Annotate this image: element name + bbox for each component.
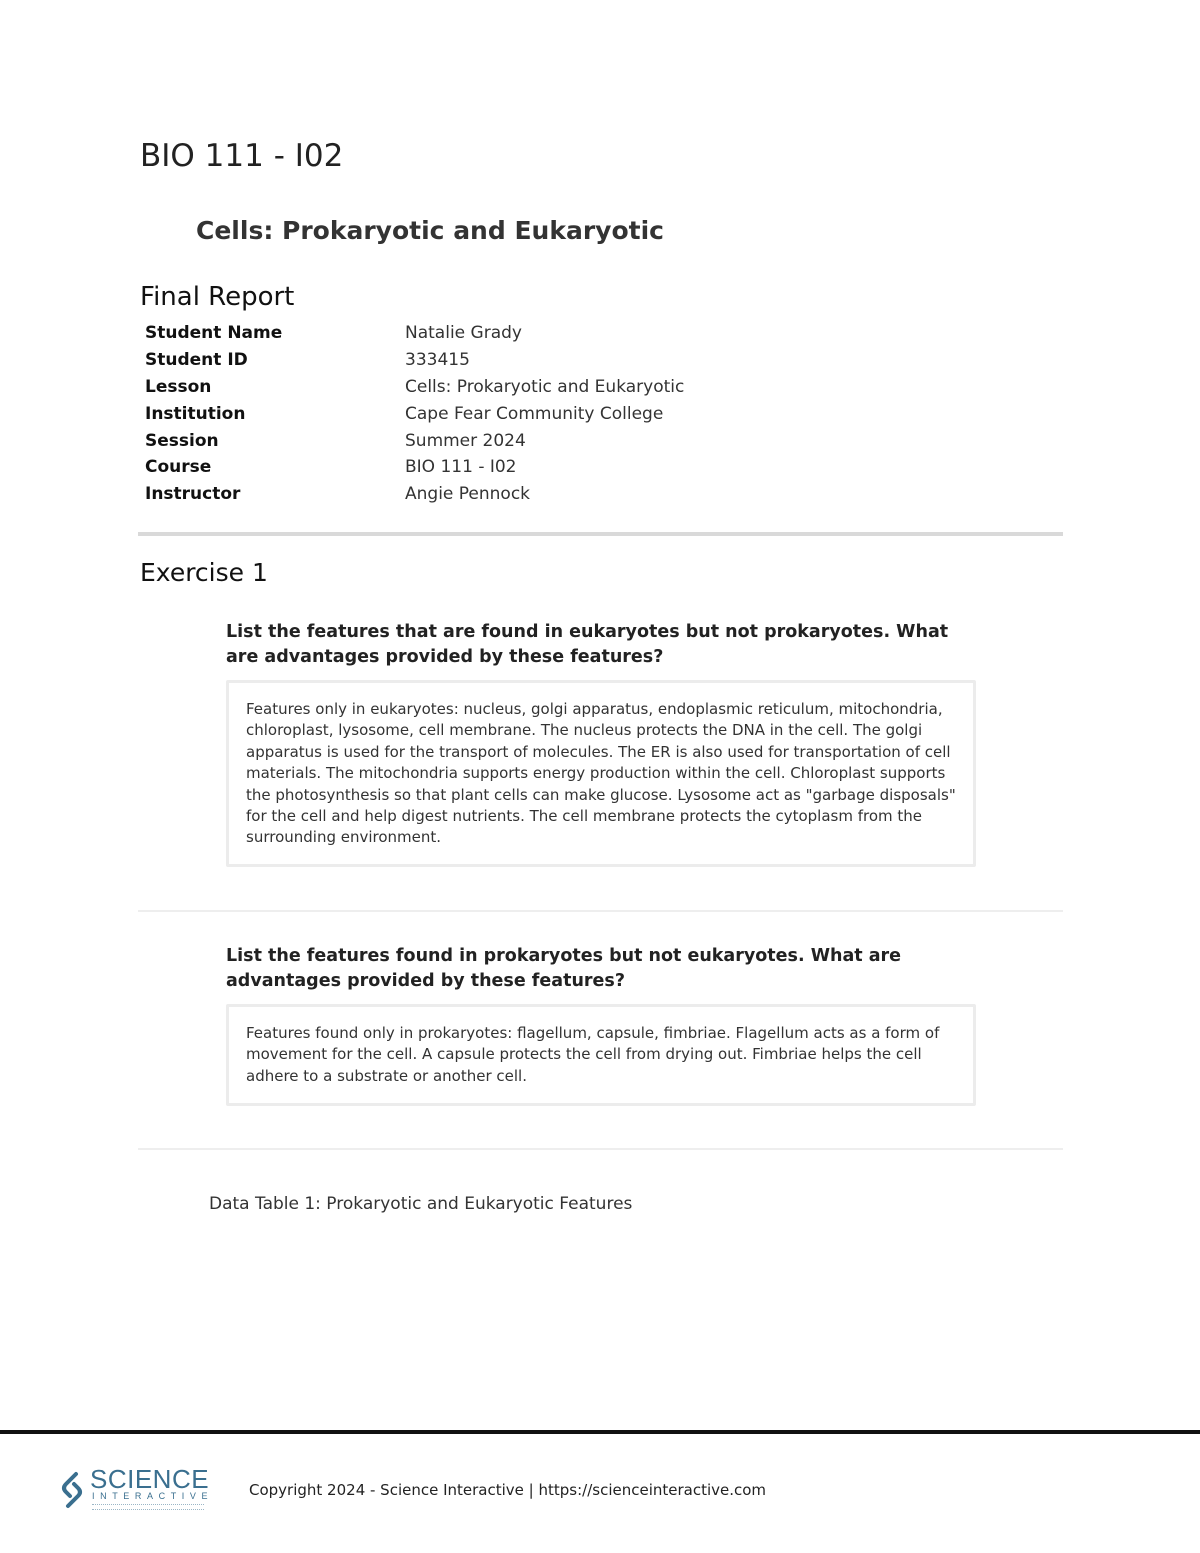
info-row-course <box>145 454 684 481</box>
data-table-caption: Data Table 1: Prokaryotic and Eukaryotic Features <box>209 1194 633 1214</box>
section-divider <box>138 532 1063 536</box>
info-row-lesson <box>145 374 684 401</box>
info-value: 333415 <box>405 350 470 371</box>
logo-tagline-decoration <box>92 1504 204 1510</box>
info-label: Session <box>145 430 219 451</box>
student-info-table <box>145 320 684 508</box>
info-value: Natalie Grady <box>405 323 522 344</box>
info-row-session <box>145 427 684 454</box>
logo-mark-icon <box>58 1470 86 1510</box>
question-1: List the features that are found in eukaryotes but not prokaryotes. What are advantages provided by these features? <box>226 622 949 667</box>
lesson-title: Cells: Prokaryotic and Eukaryotic <box>196 216 664 245</box>
info-row-student-name <box>145 320 684 347</box>
info-row-institution <box>145 400 684 427</box>
exercise-title: Exercise 1 <box>140 558 268 587</box>
info-label: Student Name <box>145 323 283 344</box>
question-divider <box>138 1148 1063 1150</box>
info-value: Cape Fear Community College <box>405 403 664 424</box>
info-label: Course <box>145 457 212 478</box>
answer-1: Features only in eukaryotes: nucleus, golgi apparatus, endoplasmic reticulum, mitochondria, chloroplast, lysosome, cell membrane. The nucleus protects the DNA in the cell. The golgi apparatus is used for the transport of molecules. The ER is also used for transportation of cell materials. The mitochondria supports energy production within the cell. Chloroplast supports the photosynthesis so that plant cells can make glucose. Lysosome act as "garbage disposals" for the cell and help digest nutrients. The cell membrane protects the cytoplasm from the surrounding environment. <box>226 680 976 867</box>
info-value: Summer 2024 <box>405 430 526 451</box>
course-title: BIO 111 - I02 <box>140 138 344 174</box>
info-row-instructor <box>145 481 684 508</box>
science-interactive-logo <box>58 1464 214 1516</box>
question-2: List the features found in prokaryotes but not eukaryotes. What are advantages provided by these features? <box>226 946 902 991</box>
info-value: BIO 111 - I02 <box>405 457 517 478</box>
info-label: Lesson <box>145 376 212 397</box>
logo-wordmark: SCIENCE <box>90 1464 210 1494</box>
report-title: Final Report <box>140 282 295 312</box>
question-divider <box>138 910 1063 912</box>
copyright-text: Copyright 2024 - Science Interactive | https://scienceinteractive.com <box>249 1481 767 1499</box>
info-row-student-id <box>145 347 684 374</box>
info-value: Angie Pennock <box>405 484 531 505</box>
answer-2: Features found only in prokaryotes: flagellum, capsule, fimbriae. Flagellum acts as a form of movement for the cell. A capsule protects the cell from drying out. Fimbriae helps the cell adhere to a substrate or another cell. <box>226 1004 976 1106</box>
info-label: Institution <box>145 403 246 424</box>
footer-rule <box>0 1430 1200 1434</box>
logo-subtitle: INTERACTIVE <box>92 1491 214 1501</box>
info-label: Instructor <box>145 484 241 505</box>
info-label: Student ID <box>145 350 248 371</box>
info-value: Cells: Prokaryotic and Eukaryotic <box>405 376 685 397</box>
